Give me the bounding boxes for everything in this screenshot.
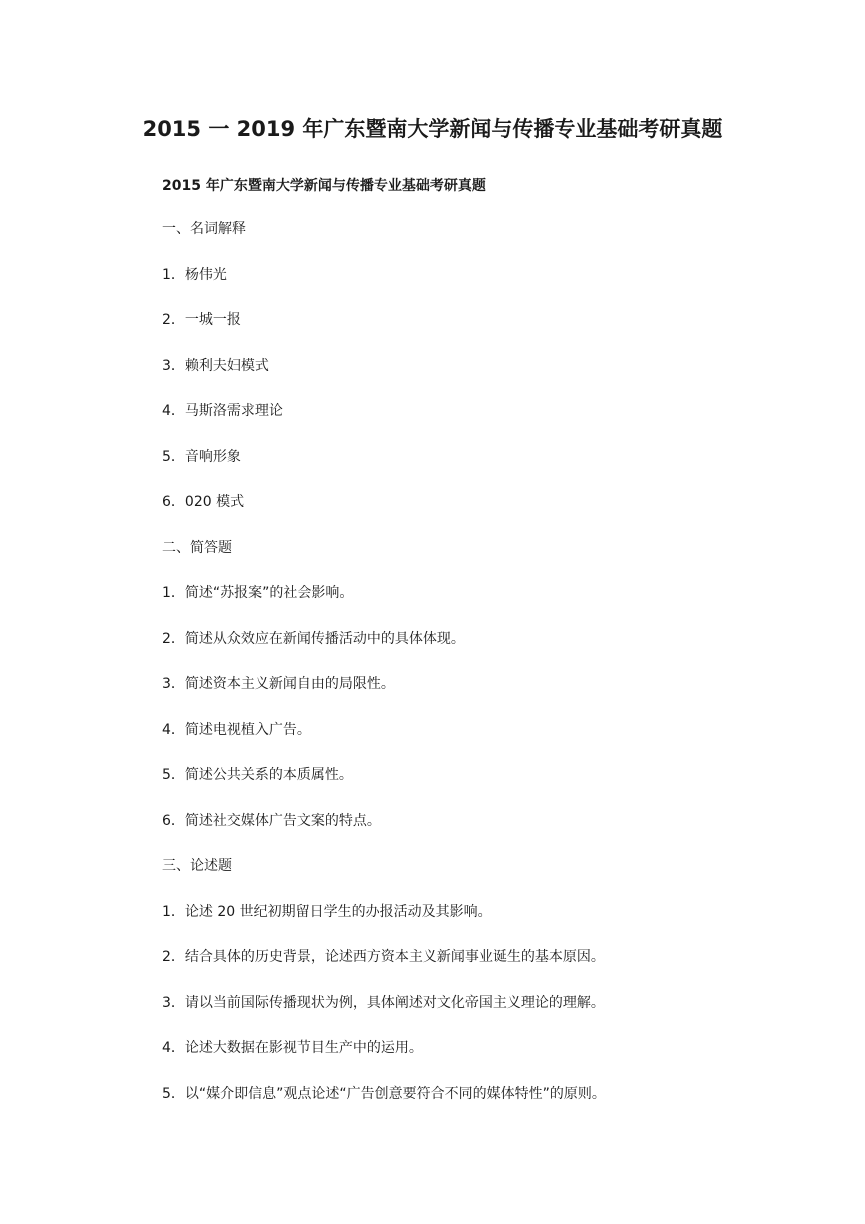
list-item: 5．简述公共关系的本质属性。 [162, 767, 353, 783]
list-item: 3．简述资本主义新闻自由的局限性。 [162, 676, 395, 692]
list-item: 1．杨伟光 [162, 267, 227, 283]
list-item: 2．简述从众效应在新闻传播活动中的具体体现。 [162, 631, 465, 647]
list-item: 1．论述 20 世纪初期留日学生的办报活动及其影响。 [162, 904, 492, 920]
list-item: 3．请以当前国际传播现状为例，具体阐述对文化帝国主义理论的理解。 [162, 995, 605, 1011]
section-heading: 一、名词解释 [162, 221, 246, 237]
list-item: 5．音响形象 [162, 449, 241, 465]
list-item: 6．简述社交媒体广告文案的特点。 [162, 813, 381, 829]
list-item: 2．结合具体的历史背景，论述西方资本主义新闻事业诞生的基本原因。 [162, 949, 605, 965]
list-item: 2．一城一报 [162, 312, 241, 328]
page-title: 2015 一 2019 年广东暨南大学新闻与传播专业基础考研真题 [142, 117, 723, 141]
list-item: 3．赖利夫妇模式 [162, 358, 269, 374]
list-item: 4．论述大数据在影视节目生产中的运用。 [162, 1040, 423, 1056]
list-item: 4．马斯洛需求理论 [162, 403, 283, 419]
section-heading: 二、简答题 [162, 540, 232, 556]
list-item: 4．简述电视植入广告。 [162, 722, 311, 738]
list-item: 6．020 模式 [162, 494, 245, 510]
list-item: 1．简述“苏报案”的社会影响。 [162, 585, 354, 601]
section-heading: 三、论述题 [162, 858, 232, 874]
exam-subtitle: 2015 年广东暨南大学新闻与传播专业基础考研真题 [162, 178, 486, 194]
list-item: 5．以“媒介即信息”观点论述“广告创意要符合不同的媒体特性”的原则。 [162, 1086, 606, 1102]
